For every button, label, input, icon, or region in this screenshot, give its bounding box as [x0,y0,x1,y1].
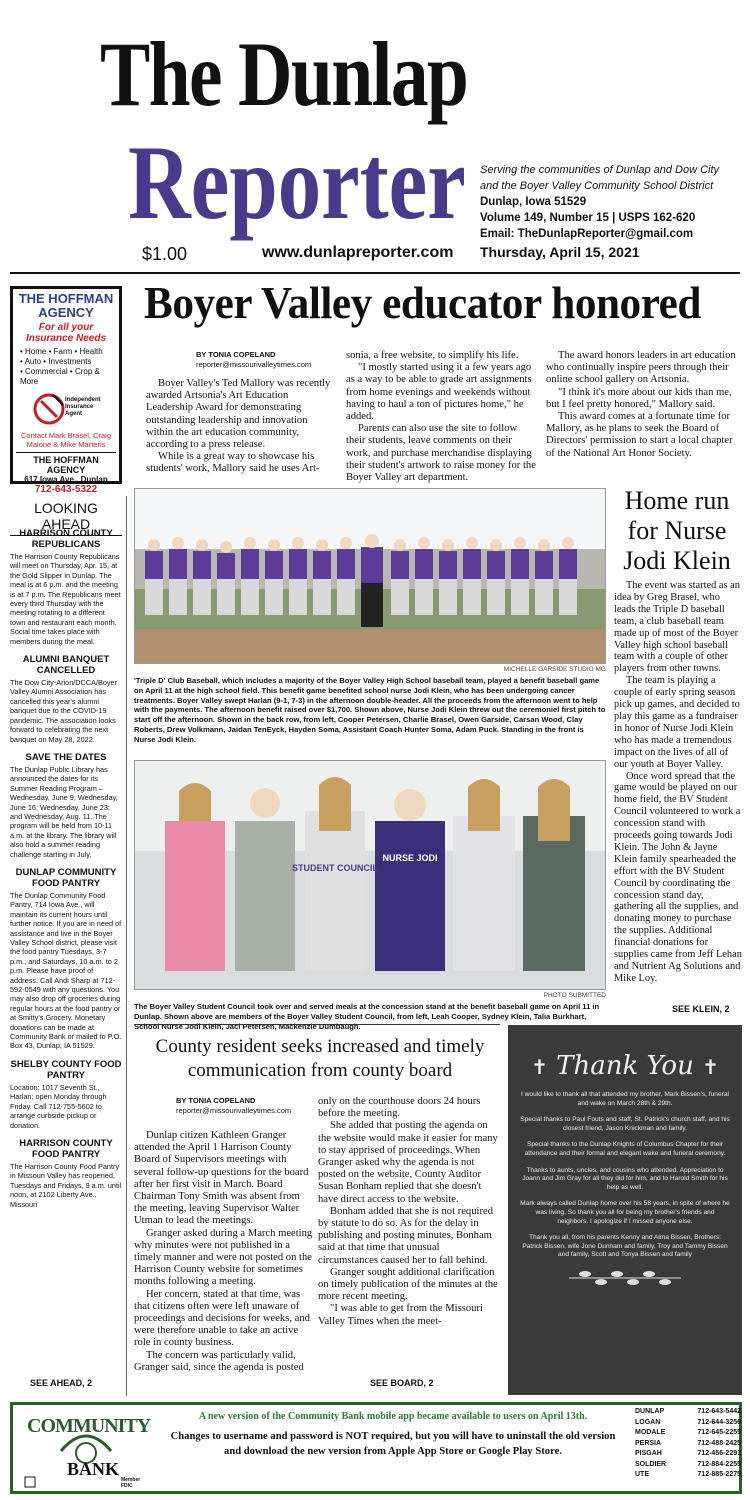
paragraph: This award comes at a fortunate time for Mallory, as he plans to seek the Board of Directors' permission to start a local chapter of the National Art Honor Society. [546,411,733,459]
looking-ahead-title: DUNLAP COMMUNITY FOOD PANTRY [15,866,117,889]
hoffman-agency-name: THE HOFFMAN AGENCY [16,452,116,475]
branch-row [635,1460,741,1471]
masthead-url[interactable]: www.dunlapreporter.com [262,244,454,261]
main-headline: Boyer Valley educator honored [144,277,701,328]
community-bank-ad[interactable] [10,1402,742,1494]
paragraph: Boyer Valley's Ted Mallory was recently awarded Artsonia's Art Education Leadership Award for demonstrating outstanding leadership and innovation within the art education community, according to a press release. [146,378,331,451]
independent-agent-logo-icon [33,391,99,427]
hoffman-service-line: • Home • Farm • Health [20,347,103,356]
paragraph: The team is playing a couple of early spring season pick up games, and decided to play this game as a fundraiser in honor of Nurse Jodi Klein who has made a tremendous impact on the lives of all of our youth at Boyer Valley. [614,675,740,770]
masthead-divider [10,272,740,274]
hoffman-services [16,347,116,387]
logo-text: Independent Insurance Agent [65,397,101,417]
looking-ahead-title: SAVE THE DATES [25,751,107,763]
paragraph: Granger sought additional clarification on timely publication of the minutes at the more recent meeting. [318,1266,498,1303]
paragraph: She added that posting the agenda on the website would make it easier for many to stay apprised of proceedings. When Granger asked why the agenda is not posted on the website, County Auditor Susan Bonham replied that she doesn't have direct access to the website. [318,1120,498,1205]
student-council-photo [134,760,606,990]
looking-ahead-item [10,1138,122,1209]
branch-town: PISGAH [635,1450,662,1457]
cross-icon: ✝ [702,1055,719,1079]
branch-town: PERSIA [635,1439,662,1447]
paragraph: "I was able to get from the Missouri Valley Times when the meet- [318,1303,483,1327]
masthead-price: $1.00 [142,244,188,264]
thank-you-paragraph: Mark always called Dunlap home over his 58 years, in spite of where he was living. So thank you all for being my brother's friends and neighbors. I apologize if I missed anyone else. [520,1200,730,1225]
looking-ahead-item [10,752,122,859]
see-ahead-jump[interactable]: SEE AHEAD, 2 [30,1378,93,1388]
hoffman-address: 617 Iowa Ave., Dunlap [24,475,108,484]
member-fdic: Member FDIC [121,1477,141,1489]
paragraph: "I mostly started using it a few years ago as a way to be able to grade art assignments from home evenings and weekends without having to haul a ton of pictures home," he added. [346,362,532,423]
hoffman-agency-ad[interactable] [10,286,122,495]
byline-name: BY TONIA COPELAND [196,350,276,359]
baseball-team-photo [134,488,606,664]
photo2-credit: PHOTO SUBMITTED [543,992,606,999]
paragraph: The concern was particularly valid, Granger said, since the agenda is posted [134,1349,304,1373]
looking-ahead-text: The Dunlap Public Library has announced the dates for its Summer Reading Program – Wednesday, June 9; Wednesday, June 16; Wednesday, June 23; and Wednesday, Aug. 11. The program will be held from 10-11 a.m. at the library. The library will also hold a summer reading challenge starting in July. [10,764,118,859]
paragraph: Her concern, stated at that time, was that citizens often were left unaware of proceedings and decisions for weeks, and were therefore unable to take an active role in county business. [134,1288,310,1349]
byline-email[interactable]: reporter@missourivalleytimes.com [176,1106,292,1115]
paragraph: Once word spread that the game would be played on our home field, the BV Student Council volunteered to work a concession stand with proceeds going towards Jodi Klein. The John & Jayne Klein family spearheaded the effort with the BV Student Council by coordinating the concession stand day, gathering all the supplies, and donating money to purchase the supplies. Additional financial donations for supplies came from Jeff Lehan and Nutrient Ag Solutions and Mike Loy. [614,770,742,984]
paragraph: "I think it's more about our kids than me, but I feel pretty honored," Mallory said. [546,386,732,410]
branch-town: DUNLAP [635,1408,665,1415]
masthead-volume: Volume 149, Number 15 | USPS 162-620 [480,212,696,224]
looking-ahead-item [10,867,122,1051]
see-klein-jump[interactable]: SEE KLEIN, 2 [672,1004,730,1014]
thank-you-paragraph: Thanks to aunts, uncles, and cousins who attended. Appreciation to Joann and Jim Gray for all they did for him, and to Harold Smith for his help as well. [522,1166,728,1191]
branch-row [635,1428,741,1439]
bank-ad-headline: A new version of the Community Bank mobile app became available to users on April 13th. [198,1411,588,1422]
branch-phone[interactable]: 712-644-3256 [697,1418,741,1426]
hoffman-contact: Contact Mark Brasel, Craig Malone & Mike Martens [20,431,112,449]
branch-row [635,1439,741,1450]
branch-town: SOLDIER [635,1460,667,1468]
masthead-tagline1: Serving the communities of Dunlap and Dow City [480,164,720,176]
paragraph: Granger asked during a March meeting why minutes were not published in a timely manner and were not posted on the Harrison County website for sometimes months following a meeting. [134,1227,313,1288]
photo2-caption: The Boyer Valley Student Council took over and served meals at the concession stand at the benefit baseball game on April 11 in Dunlap. Shown above are members of the Boyer Valley Student Council, from left, Leah Cooper, Sydney Klein, Talia Burkhart, School Nurse Jodi Klein, Jaci Petersen, Mackenzie Dumbaugh. [134,1002,600,1031]
paragraph: Parents can also use the site to follow their students, leave comments on their work, and purchase merchandise displaying their student's artwork to raise money for the Boyer Valley art department. [346,423,536,484]
paragraph: only on the courthouse doors 24 hours before the meeting. [318,1096,481,1120]
looking-ahead-text: The Harrison County Food Pantry in Missouri Valley has reopened, Tuesdays and Fridays, 9 a.m. until noon, at 2102 Liberty Ave., Missouri [10,1161,122,1209]
masthead-title-line2: Reporter [128,124,466,241]
hoffman-tagline: For all your Insurance Needs [25,322,107,344]
thank-you-ad [508,1025,742,1395]
thank-you-paragraph: Special thanks to the Dunlap Knights of Columbus Chapter for their attendance and their formal and elegant wake and funeral ceremony. [524,1141,726,1157]
bank-ad-body: Changes to username and password is NOT required, but you will have to uninstall the old version and download the new version from Apple App Store or Google Play Store. [170,1431,616,1457]
looking-ahead-title: HARRISON COUNTY FOOD PANTRY [19,1137,113,1160]
section-divider [134,1024,500,1025]
masthead-date: Thursday, April 15, 2021 [480,244,640,260]
looking-ahead-text: The Harrison County Republicans will meet on Thursday, Apr. 15, at the Gold Slipper in Dunlap. The meal is at 6 p.m. and the meeting is at 7 p.m. The Republicans meet every third Thursday with the meeting rotating to a different town and restaurant each month. Social time takes place with members during the meal. [10,552,121,646]
home-run-headline: Home run for Nurse Jodi Klein [623,486,731,575]
photo1-caption: 'Triple D' Club Baseball, which includes a majority of the Boyer Valley High School baseball team, played a benefit baseball game on April 11 at the high school field. This benefit game benefited school nurse Jodi Klein, who has been undergoing cancer treatments. Boyer Valley swept Harlan (9-1, 7-3) in the afternoon double-header. All the proceeds from the afternoon went to help with the payments. The afternoon benefit raised over $1,700. Shown above, Nurse Jodi Klein threw out the ceremoniel first pitch to start off the afternoon. Shown in the back row, from left, Cooper Petersen, Charlie Brasel, Owen Garside, Carsan Wood, Clay Roberts, Drew Volkmann, Jaidan TenEyck, Hayden Soma, Assistant Coach Hunter Soma, Adam Puck. Standing in the front is Nurse Jodi Klein. [134,676,606,744]
looking-ahead-item [10,654,122,744]
masthead-title-line1: The Dunlap [100,23,468,125]
looking-ahead-list [10,528,122,1209]
thank-you-paragraph: Special thanks to Paul Fouts and staff, St. Patrick's church staff, and his closest friend, Jason Knickman and family. [520,1116,730,1132]
branch-phone[interactable]: 712-645-2255 [697,1429,741,1436]
hoffman-name: THE HOFFMAN AGENCY [18,291,114,320]
thank-you-title [514,1051,736,1081]
masthead-tagline2: and the Boyer Valley Community School District [480,180,714,192]
branch-phone[interactable]: 712-456-2291 [697,1450,741,1457]
looking-ahead-text: Location: 1017 Seventh St., Harlan; open Monday through Friday. Call 712-755-5602 to arrange curbside pickup or donation. [10,1082,107,1130]
shirt-text: NURSE JODI [382,853,438,863]
thank-you-paragraph: Thank you all, from his parents Kenny and Alma Bissen, Brothers: Patrick Bissen, wife Jone Dunham and family, Troy and Tammy Bissen and family, Scott and Tonya Bissen and family [522,1234,728,1259]
paragraph: The award honors leaders in art education who continually inspire peers through their online school gallery on Artsonia. [546,350,736,386]
bank-logo-bottom: BANK [67,1459,120,1479]
branch-row [635,1418,741,1429]
branch-row [635,1470,741,1481]
looking-ahead-text: The Dunlap Community Food Pantry, 714 Iowa Ave., will maintain its current hours until further notice. If you are in need of assistance and live in the Boyer Valley School district, please visit the food pantry Tuesdays, 3-7 p.m., and Saturdays, 10 a.m. to 2 p.m. Please have proof of address. Call Andi Sharp at 712-592-0549 with any questions. You may also drop off groceries during regular hours at the food pantry or at Smitty's Grocery. Monetary donations can be made at Community Bank or mailed to P.O. Box 43, Dunlap, IA 51529. [10,890,122,1051]
masthead-info [480,162,735,260]
branch-phone[interactable]: 712-643-5442 [697,1408,741,1415]
looking-ahead-title: ALUMNI BANQUET CANCELLED [22,654,110,677]
hoffman-phone[interactable]: 712-643-5322 [34,484,98,495]
branch-phone[interactable]: 712-885-2275 [697,1471,741,1478]
paragraph: Bonham added that she is not required by statute to do so. As for the delay in publishing and posting minutes, Bonham said at that time that unusual circumstances caused her to fall behind. [318,1205,493,1266]
bank-logo-top: COMMUNITY [27,1415,151,1437]
county-headline: County resident seeks increased and timely communication from county board [155,1036,485,1081]
hoffman-service-line: • Commercial • Crop & More [20,367,100,386]
main-story-col3 [546,350,742,460]
community-bank-logo-icon [21,1411,151,1489]
photo1-credit: MICHELLE GARSIDE STUDIO MG [503,666,606,673]
main-story-col2 [346,350,536,484]
branch-town: UTE [635,1471,649,1478]
leaf-ornament-icon [514,1268,736,1293]
paragraph: sonia, a free website, to simplify his life. [346,350,519,361]
paragraph: Dunlap citizen Kathleen Granger attended the April 1 Harrison County Board of Supervisors meetings with several follow-up questions for the board after her first visit in March. Board Chairman Tony Smith was absent from the meeting, leaving Supervisor Walter Utman to lead the meetings. [134,1130,309,1227]
shirt-text: STUDENT COUNCIL [292,863,378,873]
looking-ahead-text: The Dow City-Arion/DCCA/Boyer Valley Alumni Association has cancelled this year's alumni banquet due to the COVID-19 pandemic. The association looks forward to celebrating the next banquet on May 28, 2022. [10,678,118,744]
masthead-location: Dunlap, Iowa 51529 [480,196,587,208]
branch-row [635,1407,741,1418]
looking-ahead-title: HARRISON COUNTY REPUBLICANS [19,528,113,550]
thank-you-title-text: Thank You [556,1051,694,1081]
masthead-email[interactable]: Email: TheDunlapReporter@gmail.com [480,228,694,240]
sidebar-divider [126,496,127,1396]
looking-ahead-heading: LOOKING AHEAD [10,500,122,536]
branch-phone[interactable]: 712-488-2425 [697,1439,741,1447]
byline-name: BY TONIA COPELAND [176,1096,256,1105]
looking-ahead-item [10,1059,122,1130]
paragraph: The event was started as an idea by Greg Brasel, who leads the Triple D baseball team, a club baseball team made up of most of the Boyer Valley high school baseball team with a couple of other players from other towns. [614,580,740,675]
bank-branch-list [635,1407,741,1481]
county-story-col1 [134,1130,314,1374]
county-byline [176,1096,326,1116]
main-byline [196,350,346,370]
branch-town: MODALE [635,1429,666,1436]
county-story-col2 [318,1096,500,1328]
thank-you-paragraph: I would like to thank all that attended my brother, Mark Bissen's, funeral and wake on March 28th & 29th. [521,1091,729,1107]
byline-email[interactable]: reporter@missourivalleytimes.com [196,360,312,369]
home-run-body [614,580,742,985]
cross-icon: ✝ [531,1055,548,1079]
branch-phone[interactable]: 712-884-2255 [697,1460,741,1468]
branch-row [635,1449,741,1460]
looking-ahead-title: SHELBY COUNTY FOOD PANTRY [10,1058,122,1081]
branch-town: LOGAN [635,1418,661,1426]
main-story-col1 [146,378,336,476]
hoffman-service-line: • Auto • Investments [20,357,92,366]
see-board-jump[interactable]: SEE BOARD, 2 [370,1378,434,1388]
looking-ahead-item [10,528,122,646]
paragraph: While is a great way to showcase his students' work, Mallory said he uses Art- [146,451,320,475]
